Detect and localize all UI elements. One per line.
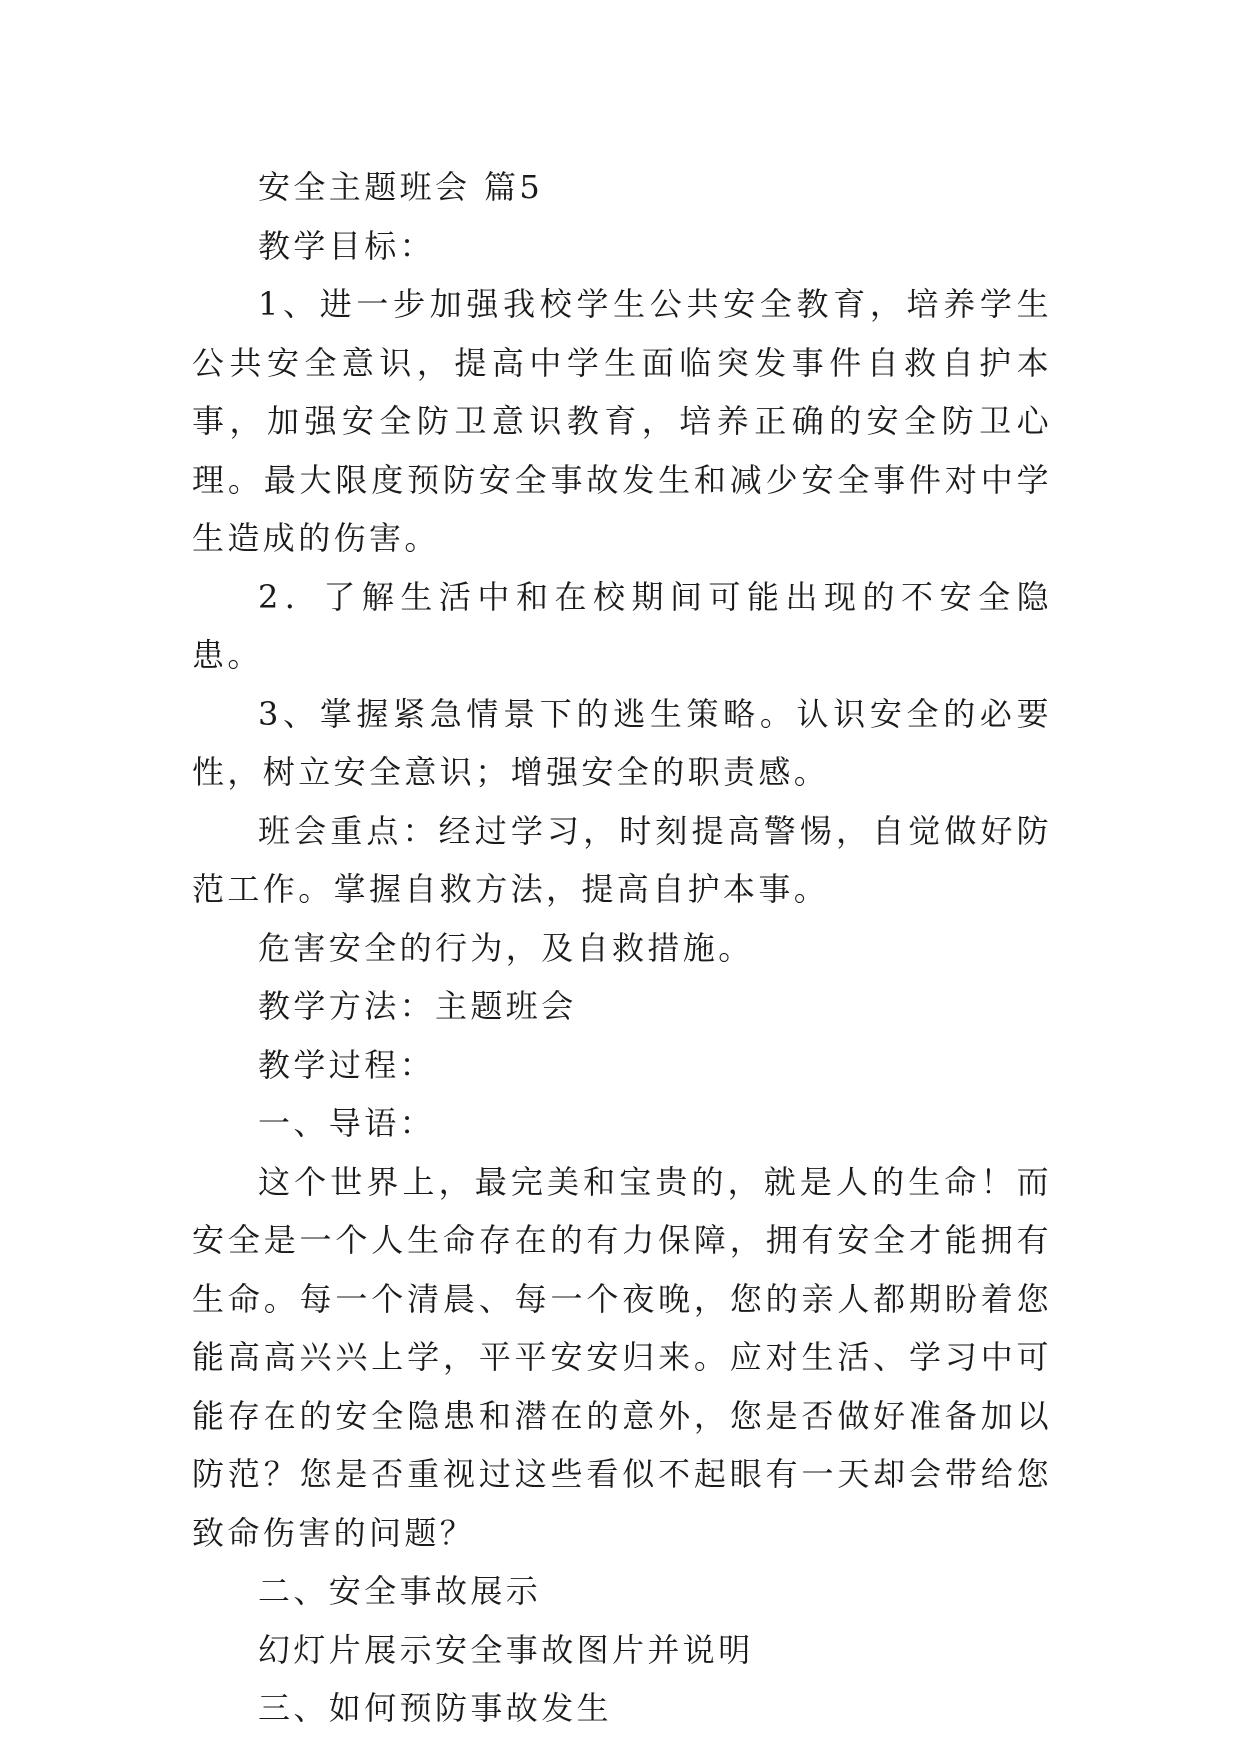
paragraph-intro-heading: 一、导语： [258, 1104, 436, 1142]
paragraph-teaching-process: 教学过程： [258, 1045, 436, 1084]
paragraph-intro-body: 这个世界上，最完美和宝贵的，就是人的生命！而安全是一个人生命存在的有力保障，拥有安全才能拥有生命。每一个清晨、每一个夜晚，您的亲人都期盼着您能高高兴兴上学，平平安安归来。应对生活、学习中可能存在的安全隐患和潜在的意外，您是否做好准备加以防范？您是否重视过这些看似不起眼有一天却会带给您致命伤害的问题？ [192, 1162, 1052, 1552]
paragraph-difficulties: 危害安全的行为，及自救措施。 [258, 928, 754, 967]
paragraph-goal-3: 3、掌握紧急情景下的逃生策略。认识安全的必要性，树立安全意识；增强安全的职责感。 [192, 694, 1052, 791]
section-title: 安全主题班会 篇5 [258, 168, 544, 206]
paragraph-teaching-method: 教学方法：主题班会 [258, 987, 577, 1025]
paragraph-accident-heading: 二、安全事故展示 [258, 1572, 542, 1610]
document-body [192, 158, 1052, 1738]
paragraph-goal-2: 2．了解生活中和在校期间可能出现的不安全隐患。 [192, 577, 1052, 674]
paragraph-accident-body: 幻灯片展示安全事故图片并说明 [258, 1630, 754, 1669]
paragraph-goal-1: 1、进一步加强我校学生公共安全教育，培养学生公共安全意识，提高中学生面临突发事件自救自护本事，加强安全防卫意识教育，培养正确的安全防卫心理。最大限度预防安全事故发生和减少安全事件对中学生造成的伤害。 [192, 285, 1052, 557]
paragraph-teaching-goals-heading: 教学目标： [258, 226, 436, 265]
paragraph-key-points: 班会重点：经过学习，时刻提高警惕，自觉做好防范工作。掌握自救方法，提高自护本事。 [192, 811, 1052, 908]
paragraph-prevention-heading: 三、如何预防事故发生 [258, 1689, 613, 1727]
